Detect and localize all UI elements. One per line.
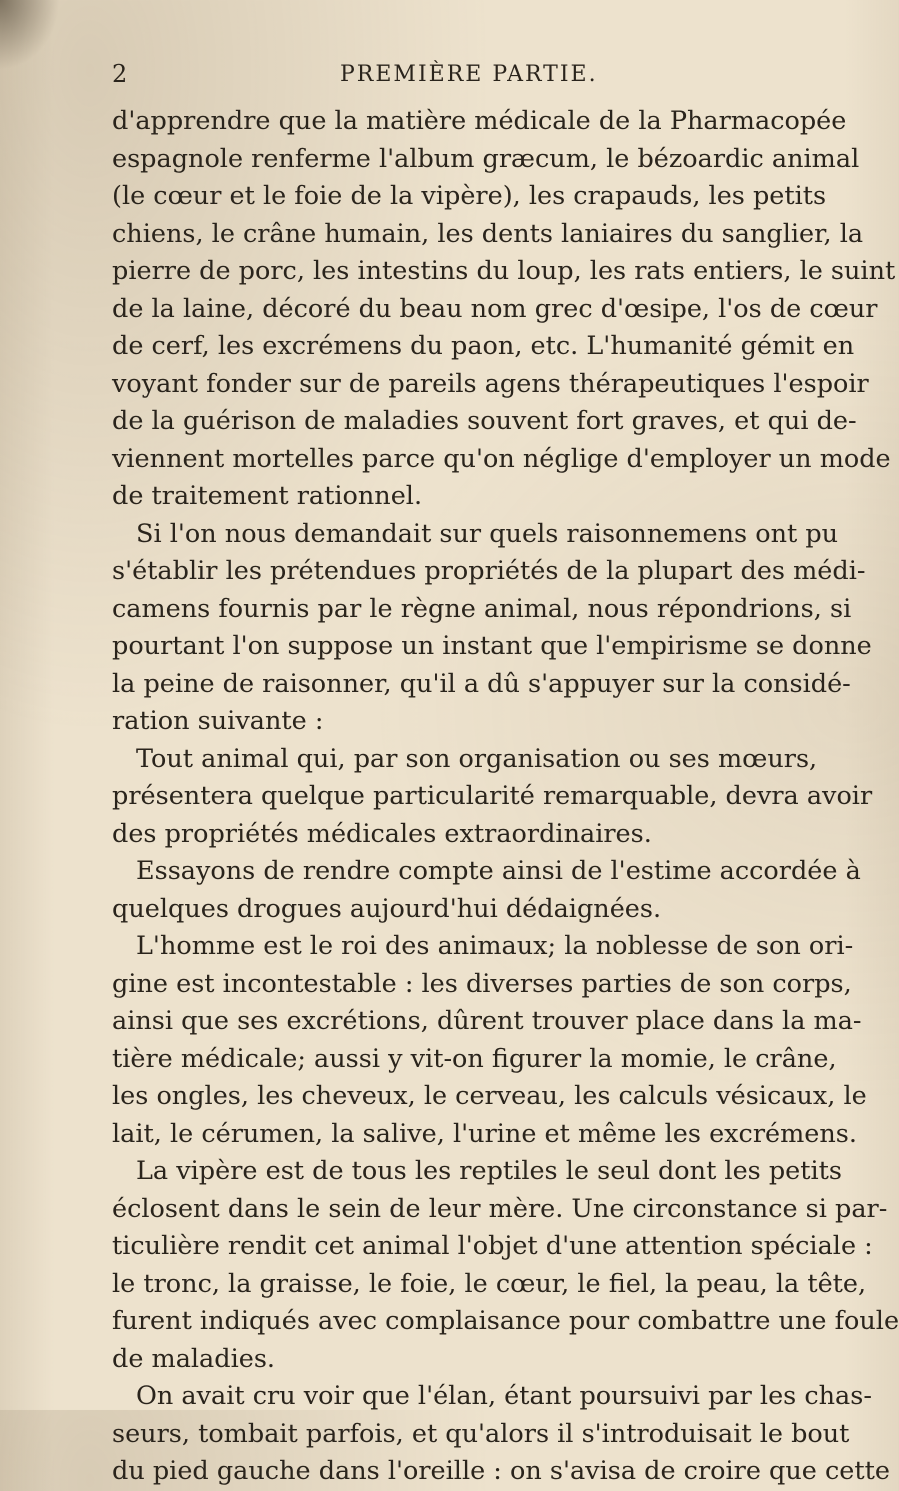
text-line: gine est incontestable : les diverses parties de son corps, xyxy=(112,968,852,999)
page-number: 2 xyxy=(112,60,129,88)
body-text xyxy=(112,103,899,1491)
text-line: espagnole renferme l'album græcum, le bézoardic animal xyxy=(112,143,860,174)
text-line: seurs, tombait parfois, et qu'alors il s'introduisait le bout xyxy=(112,1418,850,1449)
text-line: (le cœur et le foie de la vipère), les crapauds, les petits xyxy=(112,181,827,211)
page-header xyxy=(0,50,800,90)
text-line: ticulière rendit cet animal l'objet d'une attention spéciale : xyxy=(112,1231,873,1261)
text-line: quelques drogues aujourd'hui dédaignées. xyxy=(112,893,662,924)
text-line: la peine de raisonner, qu'il a dû s'appuyer sur la considé- xyxy=(112,668,851,699)
text-line: chiens, le crâne humain, les dents laniaires du sanglier, la xyxy=(112,218,864,249)
text-line: de la laine, décoré du beau nom grec d'œsipe, l'os de cœur xyxy=(112,293,878,324)
text-line: s'établir les prétendues propriétés de la plupart des médi- xyxy=(112,556,866,586)
text-line: des propriétés médicales extraordinaires. xyxy=(112,818,652,849)
text-line: ainsi que ses excrétions, dûrent trouver place dans la ma- xyxy=(112,1006,862,1036)
text-line: Tout animal qui, par son organisation ou ses mœurs, xyxy=(136,743,818,774)
text-line: du pied gauche dans l'oreille : on s'avisa de croire que cette xyxy=(112,1456,890,1486)
text-line: La vipère est de tous les reptiles le seul dont les petits xyxy=(136,1156,843,1186)
text-line: de maladies. xyxy=(112,1343,276,1374)
text-line: de cerf, les excrémens du paon, etc. L'humanité gémit en xyxy=(112,331,855,361)
text-line: viennent mortelles parce qu'on néglige d'employer un mode xyxy=(112,443,891,474)
text-line: pierre de porc, les intestins du loup, les rats entiers, le suint xyxy=(112,256,896,286)
text-line: présentera quelque particularité remarquable, devra avoir xyxy=(112,781,873,811)
text-line: Si l'on nous demandait sur quels raisonnemens ont pu xyxy=(136,518,839,549)
text-line: camens fournis par le règne animal, nous répondrions, si xyxy=(112,593,852,624)
running-head: PREMIÈRE PARTIE. xyxy=(340,62,598,87)
text-line: lait, le cérumen, la salive, l'urine et même les excrémens. xyxy=(112,1118,857,1149)
text-line: L'homme est le roi des animaux; la noblesse de son ori- xyxy=(136,931,854,961)
text-line: voyant fonder sur de pareils agens thérapeutiques l'espoir xyxy=(112,368,869,399)
text-line: de la guérison de maladies souvent fort graves, et qui de- xyxy=(112,406,857,436)
text-line: le tronc, la graisse, le foie, le cœur, le fiel, la peau, la tête, xyxy=(112,1268,867,1299)
text-line: tière médicale; aussi y vit-on figurer la momie, le crâne, xyxy=(112,1043,837,1074)
text-line: les ongles, les cheveux, le cerveau, les calculs vésicaux, le xyxy=(112,1081,867,1111)
text-line: furent indiqués avec complaisance pour combattre une foule xyxy=(112,1306,899,1336)
text-line: éclosent dans le sein de leur mère. Une circonstance si par- xyxy=(112,1193,888,1224)
text-line: On avait cru voir que l'élan, étant poursuivi par les chas- xyxy=(136,1381,872,1411)
text-line: de traitement rationnel. xyxy=(112,481,423,511)
text-line: ration suivante : xyxy=(112,706,324,736)
text-line: d'apprendre que la matière médicale de la Pharmacopée xyxy=(112,106,847,136)
text-line: Essayons de rendre compte ainsi de l'estime accordée à xyxy=(136,856,861,886)
text-line: pourtant l'on suppose un instant que l'empirisme se donne xyxy=(112,631,872,661)
